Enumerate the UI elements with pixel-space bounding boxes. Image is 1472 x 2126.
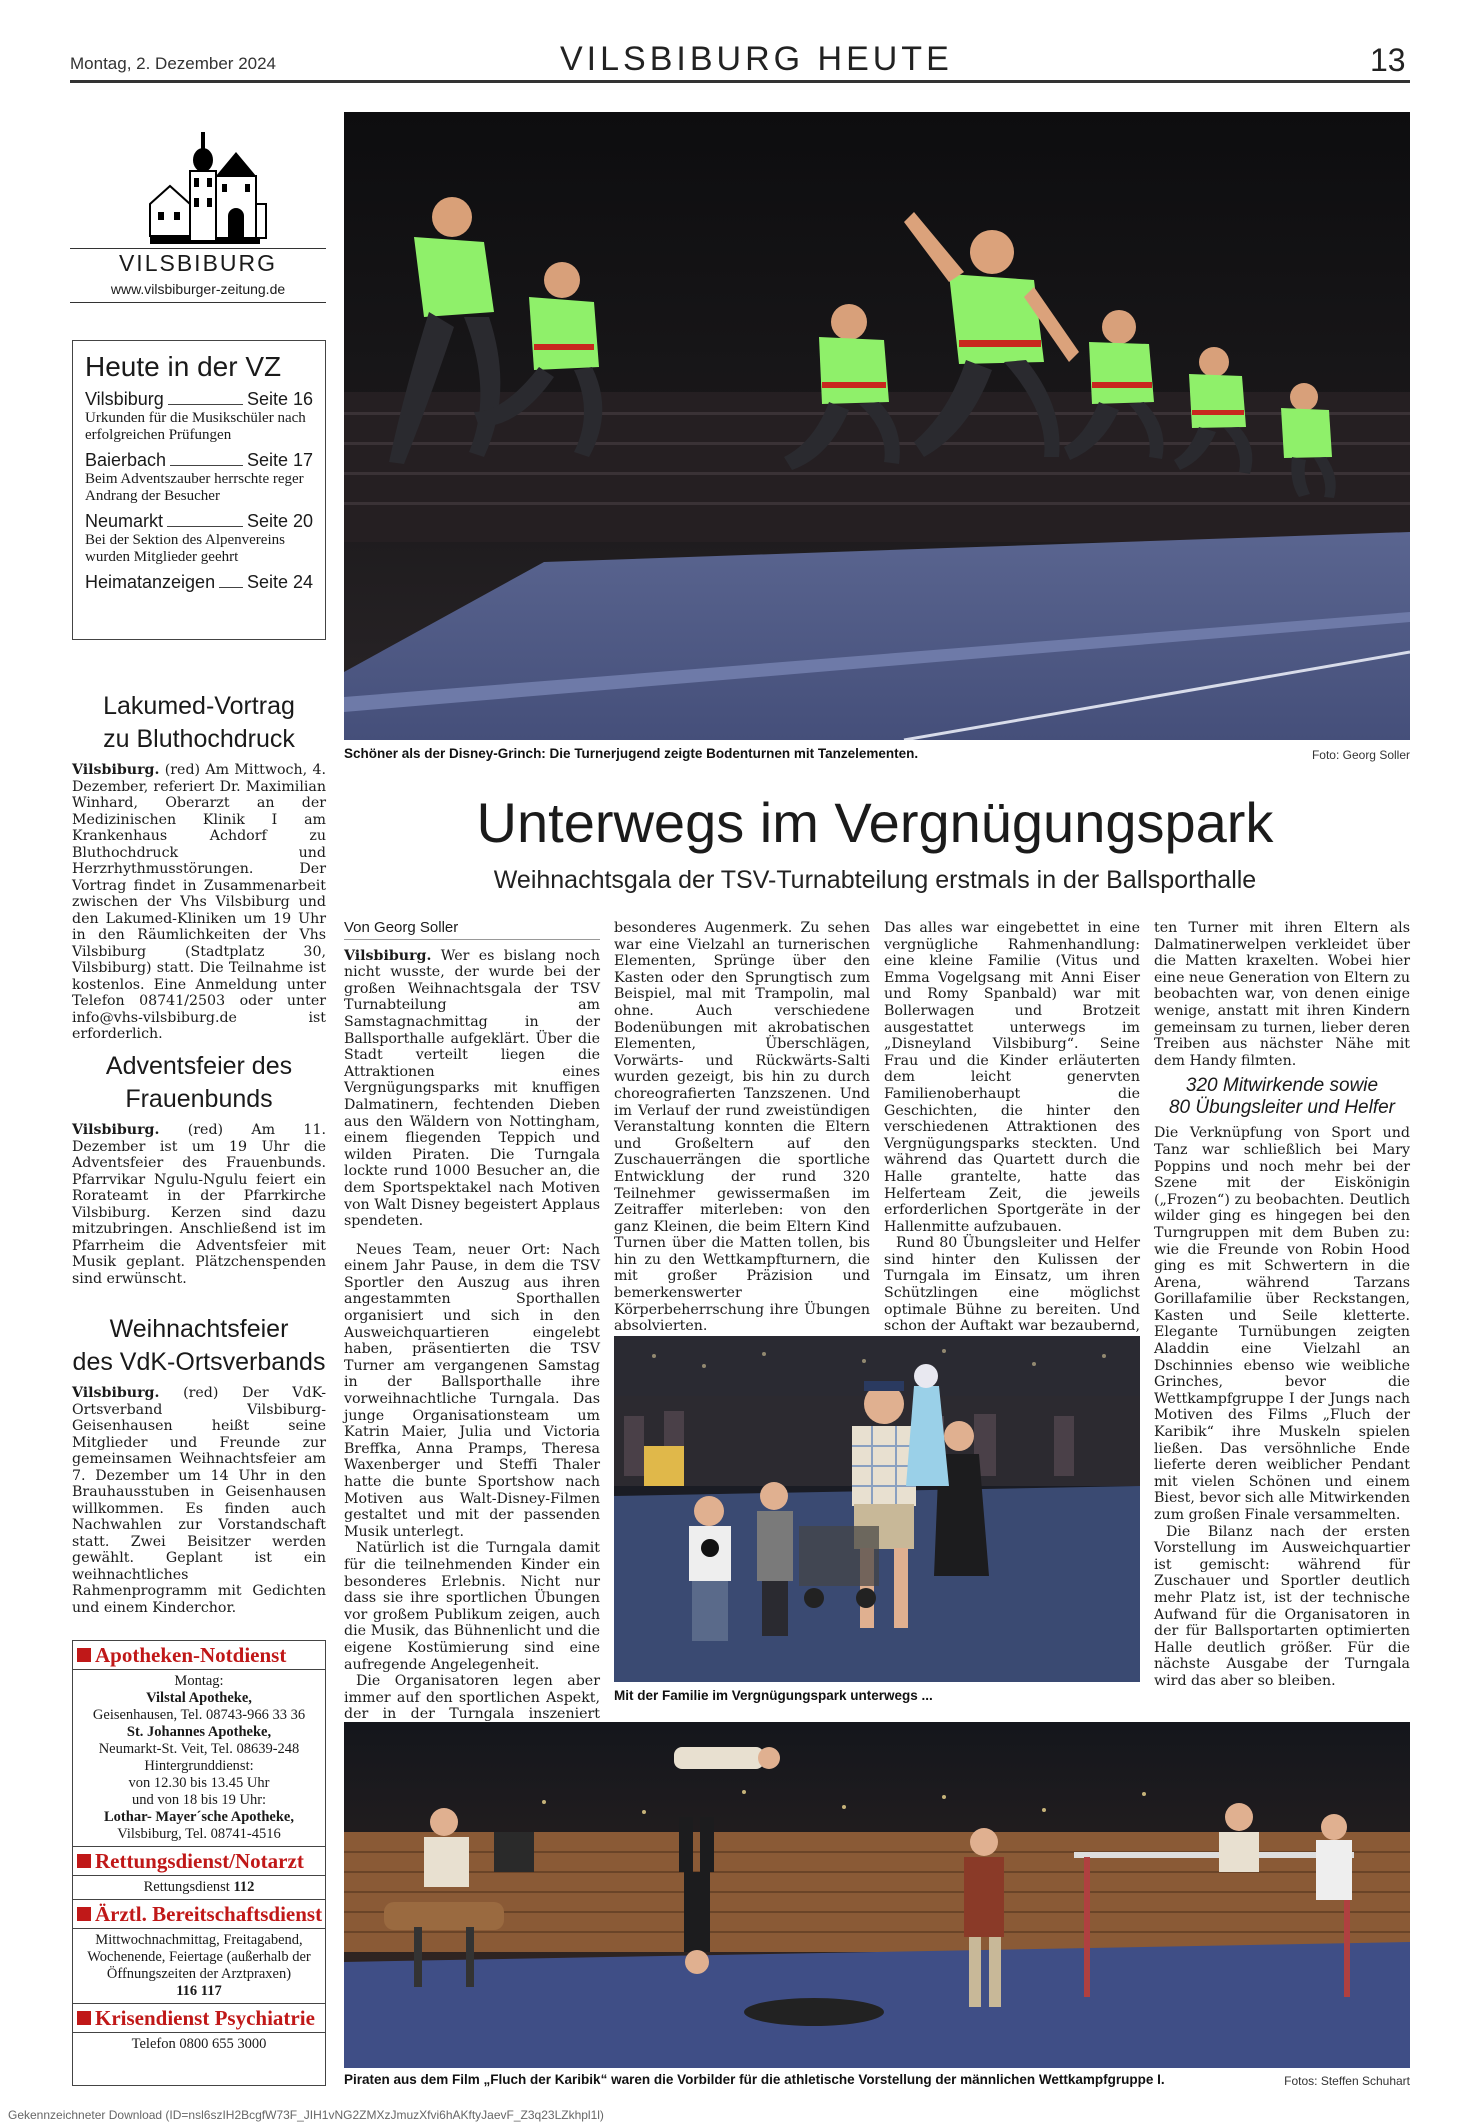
crisis-heading	[73, 2003, 325, 2033]
ambulance-heading	[73, 1846, 325, 1876]
pharmacy-line: Vilsbiburg, Tel. 08741-4516	[117, 1826, 281, 1842]
article-column-4	[1154, 920, 1410, 1690]
crisis-details	[73, 2033, 325, 2056]
pharmacy-line: Geisenhausen, Tel. 08743-966 33 36	[92, 1707, 306, 1723]
paragraph: Rund 80 Übungsleiter und Helfer sind hinter den Kulissen der Turngala im Einsatz, um ihren Schützlingen eine möglichst optimale Bühne zu bereiten. Und schon der Auftakt war bezaubernd,	[884, 1235, 1140, 1335]
todays-index-box	[72, 340, 326, 640]
photo-family-scene	[614, 1336, 1140, 1682]
index-page: Seite 16	[246, 389, 313, 409]
subheading-line: 80 Übungsleiter und Helfer	[1168, 1097, 1396, 1119]
index-desc: Urkunden für die Musikschüler nach erfolgreichen Prüfungen	[85, 410, 306, 443]
paragraph: Das alles war eingebettet in eine vergnügliche Rahmenhandlung: eine kleine Familie (Vitus und Emma Vogelgsang mit Anni Eiser und Romy Spanbald) war mit Bollerwagen und Brotzeit ausgestattet unterwegs im „Disneyland Vilsbiburg“. Seine Frau und die Kinder erläuterten dem leicht genervten Familienoberhaupt die Geschichten, die hinter den verschiedenen Attraktionen des Vergnügungsparks steckten. Und während das Quartett durch die Halle grantelte, hatte das Helferteam Zeit, die jeweils erforderlichen Sportgeräte in der Hallenmitte aufzubauen.	[884, 920, 1140, 1235]
paragraph: Die Verknüpfung von Sport und Tanz war schließlich bei Mary Poppins und noch mehr bei der Szene mit der Eiskönigin („Frozen“) zu beobachten. Deutlich wilder ging es hingegen bei den Turngruppen mit dem Buben zu: wie die Freunde von Robin Hood ging es mit Schwertern in die Arena, während Tarzans Gorillafamilie über Reckstangen, Kasten und Seile kletterte. Elegante Turnübungen zeigten Aladdin eine Vielzahl an Dschinnies ebenso wie weibliche Grinches, bevor die Wettkampfgruppe I der Jungs nach Motiven des Films „Fluch der Karibik“ ihre Muskeln spielen ließen. Das versöhnliche Ende lieferte deren weiblicher Pendant mit vielen Schönen und einem Biest, bevor sich alle Mitwirkenden zum großen Finale versammelten.	[1154, 1125, 1410, 1523]
index-item[interactable]	[85, 389, 313, 410]
doctor-duty-text: Mittwochnachmittag, Freitagabend, Wochenende, Feiertage (außerhalb der Öffnungszeiten der Arztpraxen)	[87, 1932, 311, 1982]
index-leader	[167, 526, 243, 527]
page-number: 13	[1370, 42, 1406, 78]
paragraph: Neues Team, neuer Ort: Nach einem Jahr Pause, in dem die TSV Sportler den Auszug aus ihren angestammten Sporthallen organisiert und sich in den Ausweichquartieren eingelebt haben, präsentierten die TSV Turner am vergangenen Samstag in der Ballsporthalle ihre vorweihnachtliche Turngala. Das junge Organisationsteam um Katrin Maier, Julia und Victoria Breffka, Anna Pramps, Theresa Waxenberger und Steffi Thaler hatte die bunte Sportshow nach Motiven aus Walt-Disney-Filmen gestaltet und mit der passenden Musik unterlegt.	[344, 1241, 600, 1540]
issue-date: Montag, 2. Dezember 2024	[70, 54, 277, 73]
top-photo-credit: Foto: Georg Soller	[1311, 748, 1410, 762]
byline: Von Georg Soller	[344, 920, 600, 940]
index-place: Vilsbiburg	[85, 389, 164, 409]
photo-image	[344, 112, 1410, 740]
index-place: Heimatanzeigen	[85, 572, 216, 592]
pharmacy-line: Hintergrunddienst:	[144, 1758, 254, 1774]
red-square-icon	[77, 2011, 91, 2025]
pharmacy-line: von 12.30 bis 13.45 Uhr	[128, 1775, 270, 1791]
pharmacy-line: Neumarkt-St. Veit, Tel. 08639-248	[98, 1741, 300, 1757]
logo-rule-top	[70, 248, 326, 249]
index-leader	[168, 404, 243, 405]
emergency-service-box	[72, 1640, 326, 2086]
index-desc: Bei der Sektion des Alpenvereins wurden Mitglieder geehrt	[85, 532, 285, 565]
index-page: Seite 24	[246, 572, 313, 592]
body-text: (red) Der VdK-Ortsverband Vilsbiburg-Geisenhausen heißt seine Mitglieder und Freunde zur gemeinsamen Weihnachtsfeier am 7. Dezember um 14 Uhr in den Brauhausstuben in Geisenhausen willkommen. Es finden auch Nachwahlen zur Vorstandschaft statt. Zwei Beisitzer werden gewählt. Geplant ist ein weihnachtliches Rahmenprogramm mit Gedichten und einem Kinderchor.	[72, 1385, 326, 1616]
paragraph: Die Bilanz nach der ersten Vorstellung im Ausweichquartier ist gemischt: während für Zuschauer und Sportler deutlich mehr Platz ist, ist der technische Aufwand für die Organisatoren in der für Ballsportarten optimierten Halle deutlich größer. Für die nächste Ausgabe der Turngala wird das aber so bleiben.	[1154, 1523, 1410, 1689]
download-watermark: Gekennzeichneter Download (ID=nsl6szIH2BcgfW73F_JIH1vNG2ZMXzJmuzXfvi6hAKftyJaevF_Z3q23LZkhpl1l)	[8, 2108, 604, 2122]
title-line: Frauenbunds	[125, 1085, 273, 1113]
section-title: VILSBIBURG HEUTE	[560, 40, 953, 78]
body-text: (red) Am 11. Dezember ist um 19 Uhr die Adventsfeier des Frauenbunds. Pfarrvikar Ngulu-Ngulu feiert ein Rorateamt in der Pfarrkirche Vilsbiburg. Kerzen sind dazu mitzubringen. Anschließend ist im Pfarrheim die Adventsfeier mit Musik geplant. Plätzchenspenden sind erwünscht.	[72, 1122, 326, 1287]
logo-url[interactable]: www.vilsbiburger-zeitung.de	[110, 281, 286, 297]
side-article-body	[72, 1122, 326, 1287]
red-square-icon	[77, 1854, 91, 1868]
side-article-title	[72, 1313, 326, 1379]
pharmacy-line: Lothar- Mayer´sche Apotheke,	[104, 1809, 294, 1825]
paragraph: ten Turner mit ihren Eltern als Dalmatinerwelpen verkleidet über die Matten kraxelten. Wobei hier eine neue Generation von Eltern zu beobachten war, von denen einige wenige, anstatt mit ihren Kindern gemeinsam zu turnen, lieber deren Treiben aus nächster Nähe mit dem Handy filmten.	[1154, 920, 1410, 1069]
article-column-1	[344, 920, 600, 1740]
paragraph-text: Wer es bislang noch nicht wusste, der wurde bei der großen Weihnachtsgala der TSV Turnabteilung am Samstagnachmittag in der Ballsporthalle aufgeklärt. Über die Stadt verteilt liegen die Attraktionen eines Vergnügungsparks mit knuffigen Dalmatinern, fechtenden Dieben aus den Wäldern von Nottingham, einem fliegenden Teppich und wilden Piraten. Die Turngala lockte rund 1000 Besucher an, die dem Sportspektakel nach Motiven von Walt Disney begeistert Applaus spendeten.	[344, 947, 600, 1230]
title-line: zu Bluthochdruck	[103, 725, 295, 753]
paragraph: besonderes Augenmerk. Zu sehen war eine Vielzahl an turnerischen Elementen, Sprünge über den Kasten oder den Sprungtisch zum Beispiel, mal mit Trampolin, mal ohne. Auch verschiedene Bodenübungen mit akrobatischen Elementen, Überschlägen, Vorwärts- und Rückwärts-Salti wurden gezeigt, bis hin zu durch choreografierten Tanzszenen. Und im Verlauf der rund zweistündigen Veranstaltung konnten die Eltern und Großeltern auf den Zuschauerrängen die sportliche Entwicklung der rund 320 Teilnehmer gewissermaßen im Zeitraffer miterleben: von den ganz Kleinen, die beim Eltern Kind Turnen über die Matten tollen, bis hin zu den Wettkampfturnern, die mit großer Präzision und bemerkenswerter Körperbeherrschung ihre Übungen absolvierten.	[614, 920, 870, 1335]
heading-text: Apotheken-Notdienst	[95, 1643, 287, 1667]
index-place: Baierbach	[85, 450, 167, 470]
pharmacy-line: und von 18 bis 19 Uhr:	[131, 1792, 267, 1808]
pharmacy-line: Vilstal Apotheke,	[146, 1690, 252, 1706]
article-subheadline: Weihnachtsgala der TSV-Turnabteilung erstmals in der Ballsporthalle	[493, 866, 1257, 894]
article-headline: Unterwegs im Vergnügungspark	[476, 791, 1274, 854]
body-text: (red) Am Mittwoch, 4. Dezember, referiert Dr. Maximilian Winhard, Oberarzt an der Medizinischen Klinik I am Krankenhaus Achdorf zu Bluthochdruck und Herzrhythmusstörungen. Der Vortrag findet in Zusammenarbeit zwischen der Vhs Vilsbiburg und den Lakumed-Kliniken um 19 Uhr in den Räumlichkeiten der Vhs Vilsbiburg (Stadtplatz 30, Vilsbiburg) statt. Die Teilnahme ist kostenlos. Eine Anmeldung unter Telefon 08741/2503 oder unter info@vhs-vilsbiburg.de ist erforderlich.	[72, 762, 326, 1042]
logo-rule-bottom	[70, 302, 326, 303]
dateline: Vilsbiburg.	[72, 762, 160, 778]
index-item[interactable]	[85, 450, 313, 471]
subheading-line: 320 Mitwirkende sowie	[1185, 1075, 1379, 1097]
top-photo-caption: Schöner als der Disney-Grinch: Die Turnerjugend zeigte Bodenturnen mit Tanzelementen.	[344, 746, 919, 761]
photo-pirates-gymnastics	[344, 1722, 1410, 2068]
index-item[interactable]	[85, 511, 313, 532]
photo-image	[344, 1722, 1410, 2068]
dateline: Vilsbiburg.	[344, 947, 432, 964]
dateline: Vilsbiburg.	[72, 1385, 160, 1401]
red-square-icon	[77, 1907, 91, 1921]
heading-text: Ärztl. Bereitschaftsdienst	[95, 1902, 323, 1926]
index-item[interactable]	[85, 572, 313, 593]
ambulance-number: 112	[233, 1879, 255, 1895]
photo-image	[614, 1336, 1140, 1682]
pharmacy-details	[73, 1670, 325, 1846]
doctor-duty-heading	[73, 1899, 325, 1929]
pharmacy-heading	[73, 1641, 325, 1670]
crisis-phone: Telefon 0800 655 3000	[131, 2036, 267, 2052]
heading-text: Rettungsdienst/Notarzt	[95, 1849, 304, 1873]
paragraph	[344, 948, 600, 1230]
index-title: Heute in der VZ	[85, 351, 282, 382]
article-subheading	[1154, 1075, 1410, 1119]
index-leader	[219, 587, 243, 588]
pharmacy-line: Montag:	[174, 1673, 224, 1689]
photo-gymnasts-jumping	[344, 112, 1410, 740]
middle-photo-caption: Mit der Familie im Vergnügungspark unterwegs ...	[614, 1688, 933, 1703]
red-square-icon	[77, 1648, 91, 1662]
ambulance-details	[73, 1876, 325, 1899]
title-line: Adventsfeier des	[105, 1052, 293, 1080]
doctor-duty-number: 116 117	[176, 1983, 222, 1999]
heading-text: Krisendienst Psychiatrie	[95, 2006, 315, 2030]
side-article-title	[72, 1050, 326, 1116]
header-rule	[70, 80, 1410, 83]
dateline: Vilsbiburg.	[72, 1122, 160, 1138]
article-column-3	[884, 920, 1140, 1351]
paragraph: Natürlich ist die Turngala damit für die teilnehmenden Kinder ein besonderes Erlebnis. Nicht nur dass sie ihre sportlichen Übungen vor großem Publikum zeigen, auch die Musik, das Bühnenlicht und die eigene Kostümierung sind eine aufregende Angelegenheit.	[344, 1540, 600, 1673]
index-place: Neumarkt	[85, 511, 164, 531]
index-page: Seite 20	[246, 511, 313, 531]
side-article-frauenbund	[72, 1050, 326, 1287]
pharmacy-line: St. Johannes Apotheke,	[126, 1724, 272, 1740]
side-article-title	[72, 690, 326, 756]
bottom-photo-credit: Fotos: Steffen Schuhart	[1284, 2074, 1410, 2088]
side-article-body	[72, 1385, 326, 1616]
side-article-lakumed	[72, 690, 326, 1043]
index-page: Seite 17	[246, 450, 313, 470]
paragraph: Die Organisatoren legen aber immer auf den sportlichen Aspekt, der in der Turngala inszeniert	[344, 1673, 600, 1723]
article-column-2	[614, 920, 870, 1335]
bottom-photo-caption: Piraten aus dem Film „Fluch der Karibik“ waren die Vorbilder für die athletische Vorstellung der männlichen Wettkampfgruppe I.	[344, 2072, 1165, 2087]
title-line: Lakumed-Vortrag	[103, 692, 295, 720]
logo-town-name: VILSBIBURG	[118, 250, 278, 276]
side-article-body	[72, 762, 326, 1043]
doctor-duty-details	[73, 1929, 325, 2003]
index-desc: Beim Adventszauber herrschte reger Andrang der Besucher	[85, 471, 304, 504]
ambulance-label: Rettungsdienst	[143, 1879, 230, 1895]
title-line: Weihnachtsfeier	[109, 1315, 289, 1343]
title-line: des VdK-Ortsverbands	[72, 1348, 326, 1376]
index-leader	[170, 465, 243, 466]
side-article-vdk	[72, 1313, 326, 1616]
